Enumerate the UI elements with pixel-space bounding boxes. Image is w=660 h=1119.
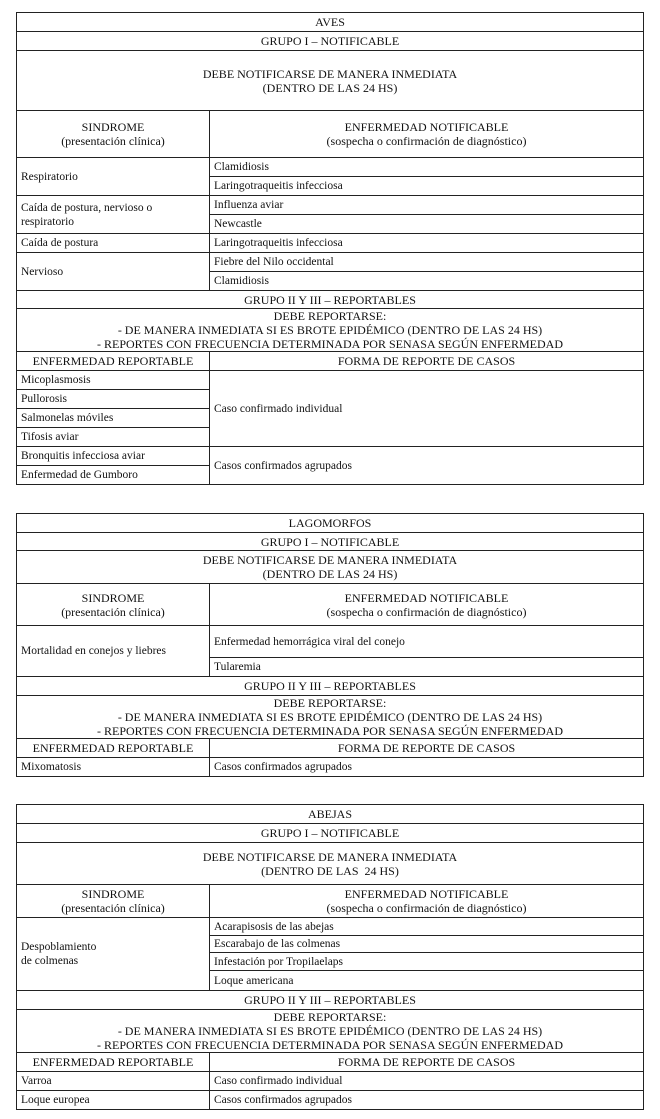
table-abejas <box>16 804 644 1110</box>
notice-line: (DENTRO DE LAS 24 HS) <box>261 863 399 878</box>
enfermedad-cell: Infestación por Tropilaelaps <box>210 953 644 971</box>
enfermedad-cell: Acarapisosis de las abejas <box>210 918 644 936</box>
forma-cell: Casos confirmados agrupados <box>210 758 644 777</box>
notice-line: - DE MANERA INMEDIATA SI ES BROTE EPIDÉMICO (DENTRO DE LAS 24 HS) <box>117 1024 543 1038</box>
forma-cell: Caso confirmado individual <box>210 371 644 447</box>
enfermedad-cell: Micoplasmosis <box>17 371 210 390</box>
enfermedad-cell: Mixomatosis <box>17 758 210 777</box>
notice-line: - REPORTES CON FRECUENCIA DETERMINADA POR SENASA SEGÚN ENFERMEDAD <box>97 724 563 738</box>
header-label: SINDROME <box>81 590 145 605</box>
group1-notice <box>17 551 644 584</box>
notice-line: - REPORTES CON FRECUENCIA DETERMINADA POR SENASA SEGÚN ENFERMEDAD <box>97 337 563 351</box>
group2-title: GRUPO II Y III – REPORTABLES <box>17 677 644 696</box>
notice-line: DEBE REPORTARSE: <box>273 1010 387 1024</box>
group1-title: GRUPO I – NOTIFICABLE <box>17 533 644 551</box>
notice-line: DEBE NOTIFICARSE DE MANERA INMEDIATA <box>202 849 458 864</box>
table-lagomorfos <box>16 513 644 777</box>
sindrome-cell <box>17 918 210 991</box>
col-header-sindrome <box>17 584 210 626</box>
enfermedad-cell: Clamidiosis <box>210 158 644 177</box>
header-label: ENFERMEDAD NOTIFICABLE <box>344 590 509 605</box>
group2-title: GRUPO II Y III – REPORTABLES <box>17 291 644 309</box>
header-sublabel: (sospecha o confirmación de diagnóstico) <box>326 134 527 148</box>
enfermedad-cell: Loque americana <box>210 971 644 991</box>
enfermedad-cell: Newcastle <box>210 215 644 234</box>
header-sublabel: (presentación clínica) <box>61 901 165 915</box>
header-label: SINDROME <box>81 887 145 901</box>
enfermedad-cell: Influenza aviar <box>210 196 644 215</box>
header-label: ENFERMEDAD NOTIFICABLE <box>344 120 509 134</box>
notice-line: - DE MANERA INMEDIATA SI ES BROTE EPIDÉMICO (DENTRO DE LAS 24 HS) <box>117 323 543 337</box>
header-label: SINDROME <box>81 120 145 134</box>
notice-line: DEBE NOTIFICARSE DE MANERA INMEDIATA <box>202 553 458 567</box>
col-header-enfermedad-reportable: ENFERMEDAD REPORTABLE <box>17 739 210 758</box>
group2-title: GRUPO II Y III – REPORTABLES <box>17 991 644 1010</box>
enfermedad-cell: Laringotraqueitis infecciosa <box>210 234 644 253</box>
header-sublabel: (sospecha o confirmación de diagnóstico) <box>326 901 527 915</box>
enfermedad-cell: Tifosis aviar <box>17 428 210 447</box>
notice-line: DEBE NOTIFICARSE DE MANERA INMEDIATA <box>202 66 458 81</box>
group1-notice <box>17 843 644 885</box>
header-sublabel: (presentación clínica) <box>61 604 165 619</box>
col-header-enfermedad <box>210 885 644 918</box>
forma-cell: Casos confirmados agrupados <box>210 1091 644 1110</box>
header-sublabel: (sospecha o confirmación de diagnóstico) <box>326 604 527 619</box>
group1-title: GRUPO I – NOTIFICABLE <box>17 32 644 51</box>
sindrome-cell: Caída de postura, nervioso o respiratorio <box>17 196 210 234</box>
header-label: ENFERMEDAD NOTIFICABLE <box>344 887 509 901</box>
group2-notice <box>17 1010 644 1053</box>
col-header-forma-reporte: FORMA DE REPORTE DE CASOS <box>210 352 644 371</box>
enfermedad-cell: Salmonelas móviles <box>17 409 210 428</box>
section-title: LAGOMORFOS <box>17 514 644 533</box>
group2-notice <box>17 309 644 352</box>
enfermedad-cell: Tularemia <box>210 658 644 677</box>
notice-line: DEBE REPORTARSE: <box>273 309 387 323</box>
sindrome-cell: Mortalidad en conejos y liebres <box>17 626 210 677</box>
col-header-enfermedad <box>210 584 644 626</box>
enfermedad-cell: Clamidiosis <box>210 272 644 291</box>
sindrome-cell: Respiratorio <box>17 158 210 196</box>
enfermedad-cell: Laringotraqueitis infecciosa <box>210 177 644 196</box>
group1-notice <box>17 51 644 111</box>
section-title: AVES <box>17 13 644 32</box>
notice-line: - DE MANERA INMEDIATA SI ES BROTE EPIDÉMICO (DENTRO DE LAS 24 HS) <box>117 710 543 724</box>
forma-cell: Caso confirmado individual <box>210 1072 644 1091</box>
notice-line: (DENTRO DE LAS 24 HS) <box>262 80 398 95</box>
notice-line: DEBE REPORTARSE: <box>273 696 387 710</box>
col-header-sindrome <box>17 885 210 918</box>
group2-notice <box>17 696 644 739</box>
enfermedad-cell: Loque europea <box>17 1091 210 1110</box>
sindrome-line: de colmenas <box>21 955 79 967</box>
enfermedad-cell: Enfermedad hemorrágica viral del conejo <box>210 626 644 658</box>
col-header-forma-reporte: FORMA DE REPORTE DE CASOS <box>210 739 644 758</box>
col-header-forma-reporte: FORMA DE REPORTE DE CASOS <box>210 1053 644 1072</box>
enfermedad-cell: Bronquitis infecciosa aviar <box>17 447 210 466</box>
header-sublabel: (presentación clínica) <box>61 134 165 148</box>
col-header-enfermedad <box>210 111 644 158</box>
col-header-enfermedad-reportable: ENFERMEDAD REPORTABLE <box>17 1053 210 1072</box>
col-header-enfermedad-reportable: ENFERMEDAD REPORTABLE <box>17 352 210 371</box>
notice-line: - REPORTES CON FRECUENCIA DETERMINADA POR SENASA SEGÚN ENFERMEDAD <box>97 1038 563 1052</box>
enfermedad-cell: Pullorosis <box>17 390 210 409</box>
enfermedad-cell: Fiebre del Nilo occidental <box>210 253 644 272</box>
group1-title: GRUPO I – NOTIFICABLE <box>17 824 644 843</box>
enfermedad-cell: Enfermedad de Gumboro <box>17 466 210 485</box>
col-header-sindrome <box>17 111 210 158</box>
sindrome-line: Despoblamiento <box>21 941 97 953</box>
forma-cell: Casos confirmados agrupados <box>210 447 644 485</box>
notice-line: (DENTRO DE LAS 24 HS) <box>262 567 398 581</box>
enfermedad-cell: Escarabajo de las colmenas <box>210 936 644 953</box>
sindrome-cell: Nervioso <box>17 253 210 291</box>
enfermedad-cell: Varroa <box>17 1072 210 1091</box>
section-title: ABEJAS <box>17 805 644 824</box>
table-aves <box>16 12 644 485</box>
sindrome-cell: Caída de postura <box>17 234 210 253</box>
